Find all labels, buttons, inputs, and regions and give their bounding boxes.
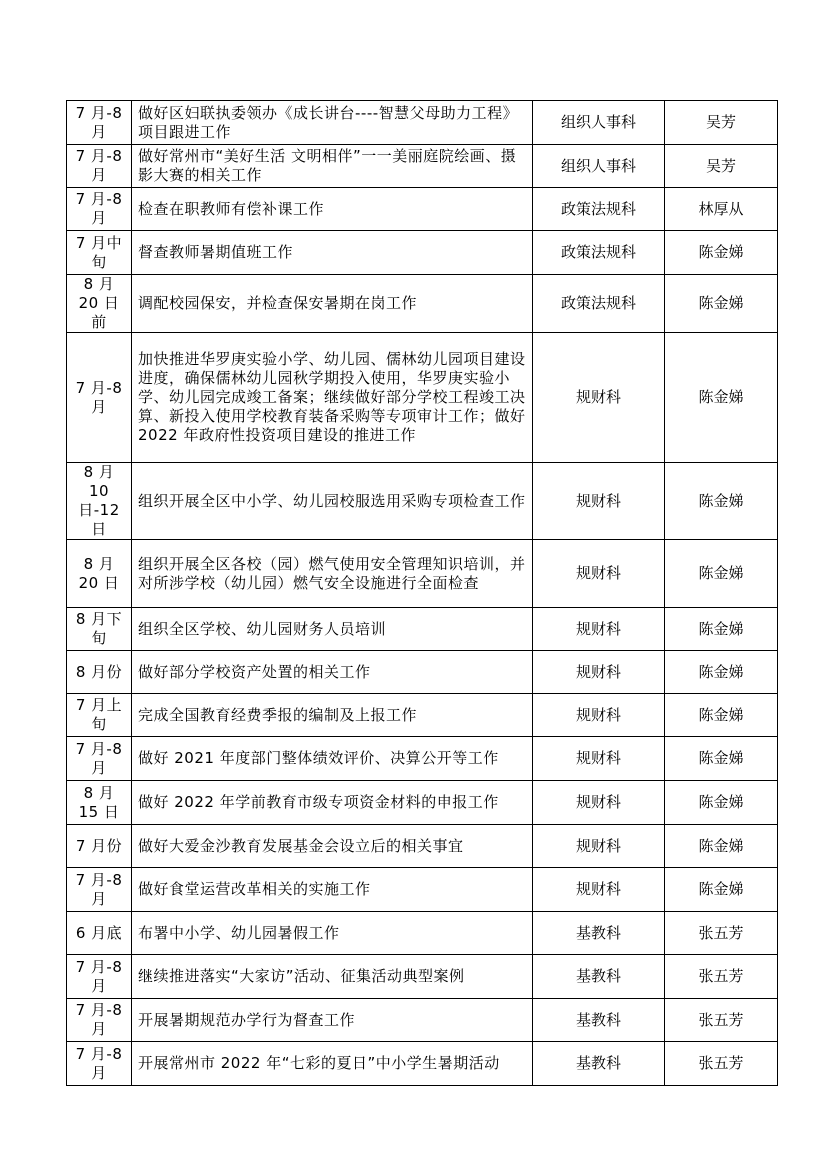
person-cell: 陈金娣 — [665, 737, 778, 781]
table-row — [67, 651, 778, 694]
time-cell: 7 月-8 月 — [67, 333, 132, 463]
time-cell: 7 月-8 月 — [67, 188, 132, 231]
department-cell: 组织人事科 — [533, 145, 665, 188]
department-cell: 规财科 — [533, 540, 665, 608]
person-cell: 陈金娣 — [665, 608, 778, 651]
person-cell: 陈金娣 — [665, 231, 778, 275]
task-cell: 开展暑期规范办学行为督查工作 — [132, 999, 533, 1042]
task-cell: 调配校园保安，并检查保安暑期在岗工作 — [132, 275, 533, 333]
department-cell: 规财科 — [533, 651, 665, 694]
table-row — [67, 188, 778, 231]
person-cell: 陈金娣 — [665, 275, 778, 333]
table-row — [67, 608, 778, 651]
task-cell: 组织全区学校、幼儿园财务人员培训 — [132, 608, 533, 651]
task-cell: 加快推进华罗庚实验小学、幼儿园、儒林幼儿园项目建设进度，确保儒林幼儿园秋学期投入使用，华罗庚实验小学、幼儿园完成竣工备案；继续做好部分学校工程竣工决算、新投入使用学校教育装备采购等专项审计工作；做好 2022 年政府性投资项目建设的推进工作 — [132, 333, 533, 463]
task-cell: 布署中小学、幼儿园暑假工作 — [132, 912, 533, 955]
table-row — [67, 694, 778, 737]
table-row — [67, 999, 778, 1042]
time-cell: 7 月-8 月 — [67, 101, 132, 145]
time-cell: 7 月-8 月 — [67, 737, 132, 781]
task-cell: 做好食堂运营改革相关的实施工作 — [132, 868, 533, 912]
person-cell: 吴芳 — [665, 101, 778, 145]
department-cell: 基教科 — [533, 999, 665, 1042]
time-cell: 8 月下旬 — [67, 608, 132, 651]
table-row — [67, 955, 778, 999]
time-cell: 7 月份 — [67, 825, 132, 868]
task-cell: 督查教师暑期值班工作 — [132, 231, 533, 275]
time-cell: 7 月中旬 — [67, 231, 132, 275]
task-cell: 检查在职教师有偿补课工作 — [132, 188, 533, 231]
table-row — [67, 101, 778, 145]
person-cell: 陈金娣 — [665, 540, 778, 608]
department-cell: 规财科 — [533, 333, 665, 463]
time-cell: 8 月份 — [67, 651, 132, 694]
task-cell: 完成全国教育经费季报的编制及上报工作 — [132, 694, 533, 737]
table-body — [67, 101, 778, 1086]
person-cell: 张五芳 — [665, 1042, 778, 1086]
department-cell: 规财科 — [533, 781, 665, 825]
department-cell: 政策法规科 — [533, 188, 665, 231]
table-row — [67, 540, 778, 608]
task-cell: 组织开展全区中小学、幼儿园校服选用采购专项检查工作 — [132, 463, 533, 540]
time-cell: 8 月 20 日前 — [67, 275, 132, 333]
person-cell: 陈金娣 — [665, 463, 778, 540]
person-cell: 张五芳 — [665, 955, 778, 999]
task-cell: 继续推进落实“大家访”活动、征集活动典型案例 — [132, 955, 533, 999]
department-cell: 规财科 — [533, 608, 665, 651]
work-schedule-table — [66, 100, 778, 1086]
task-cell: 做好常州市“美好生活 文明相伴”一一美丽庭院绘画、摄影大赛的相关工作 — [132, 145, 533, 188]
time-cell: 8 月 20 日 — [67, 540, 132, 608]
person-cell: 陈金娣 — [665, 333, 778, 463]
person-cell: 张五芳 — [665, 999, 778, 1042]
person-cell: 陈金娣 — [665, 694, 778, 737]
table-row — [67, 868, 778, 912]
department-cell: 规财科 — [533, 868, 665, 912]
task-cell: 做好 2021 年度部门整体绩效评价、决算公开等工作 — [132, 737, 533, 781]
table-row — [67, 781, 778, 825]
task-cell: 开展常州市 2022 年“七彩的夏日”中小学生暑期活动 — [132, 1042, 533, 1086]
time-cell: 7 月-8 月 — [67, 999, 132, 1042]
time-cell: 7 月-8 月 — [67, 1042, 132, 1086]
time-cell: 7 月-8 月 — [67, 145, 132, 188]
person-cell: 张五芳 — [665, 912, 778, 955]
table-row — [67, 145, 778, 188]
person-cell: 林厚从 — [665, 188, 778, 231]
department-cell: 政策法规科 — [533, 231, 665, 275]
task-cell: 组织开展全区各校（园）燃气使用安全管理知识培训，并对所涉学校（幼儿园）燃气安全设施进行全面检查 — [132, 540, 533, 608]
department-cell: 规财科 — [533, 694, 665, 737]
time-cell: 8 月 10 日-12 日 — [67, 463, 132, 540]
table-row — [67, 1042, 778, 1086]
task-cell: 做好大爱金沙教育发展基金会设立后的相关事宜 — [132, 825, 533, 868]
person-cell: 吴芳 — [665, 145, 778, 188]
table-row — [67, 825, 778, 868]
department-cell: 规财科 — [533, 737, 665, 781]
time-cell: 7 月-8 月 — [67, 868, 132, 912]
person-cell: 陈金娣 — [665, 781, 778, 825]
task-cell: 做好部分学校资产处置的相关工作 — [132, 651, 533, 694]
table-row — [67, 463, 778, 540]
department-cell: 组织人事科 — [533, 101, 665, 145]
task-cell: 做好 2022 年学前教育市级专项资金材料的申报工作 — [132, 781, 533, 825]
person-cell: 陈金娣 — [665, 868, 778, 912]
person-cell: 陈金娣 — [665, 825, 778, 868]
person-cell: 陈金娣 — [665, 651, 778, 694]
task-cell: 做好区妇联执委领办《成长讲台----智慧父母助力工程》项目跟进工作 — [132, 101, 533, 145]
department-cell: 政策法规科 — [533, 275, 665, 333]
department-cell: 基教科 — [533, 912, 665, 955]
department-cell: 规财科 — [533, 825, 665, 868]
time-cell: 7 月-8 月 — [67, 955, 132, 999]
department-cell: 基教科 — [533, 1042, 665, 1086]
table-row — [67, 231, 778, 275]
table-row — [67, 912, 778, 955]
department-cell: 基教科 — [533, 955, 665, 999]
table-row — [67, 737, 778, 781]
time-cell: 8 月 15 日 — [67, 781, 132, 825]
department-cell: 规财科 — [533, 463, 665, 540]
table-row — [67, 333, 778, 463]
table-row — [67, 275, 778, 333]
time-cell: 7 月上旬 — [67, 694, 132, 737]
time-cell: 6 月底 — [67, 912, 132, 955]
